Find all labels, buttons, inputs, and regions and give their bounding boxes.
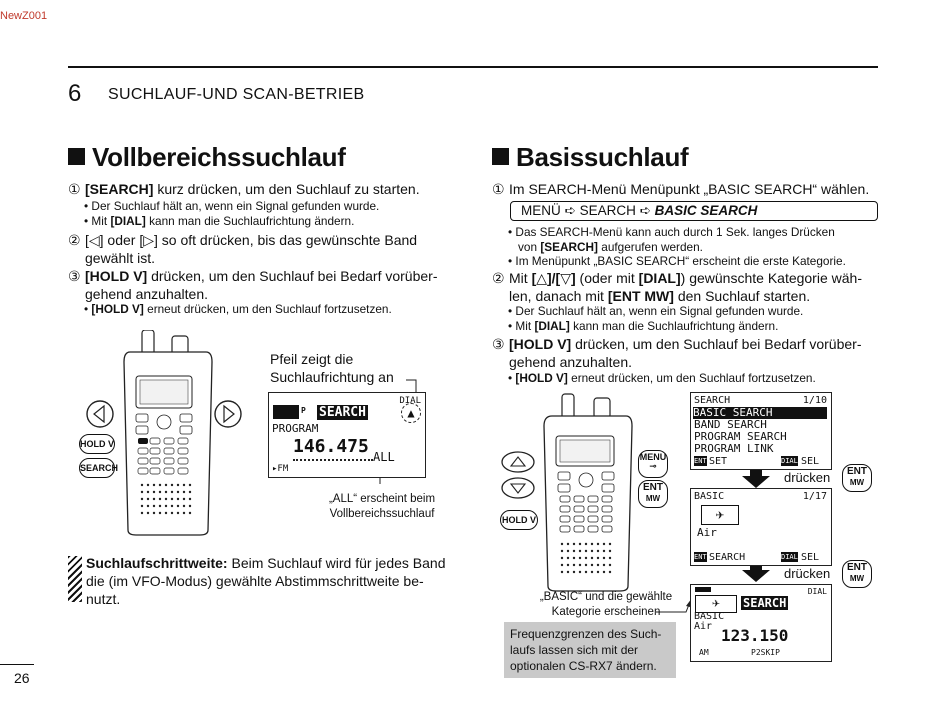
right-bullet-1: • Das SEARCH-Menü kann auch durch 1 Sek. langes Drücken von [SEARCH] aufgerufen werden. — [508, 225, 835, 254]
left-figure — [80, 330, 460, 540]
lcd-basic-category: BASIC 1/17 ✈ Air ENT SEARCH DIAL SEL — [690, 488, 832, 566]
note-stripes-icon — [68, 556, 82, 602]
left-step1-bullet2: • Mit [DIAL] kann man die Suchlaufrichtung ändern. — [84, 214, 355, 228]
lcd-search: SEARCH — [319, 405, 366, 420]
lcd-full-search — [268, 392, 426, 478]
right-bullet-2: • Im Menüpunkt „BASIC SEARCH“ erscheint die erste Kategorie. — [508, 254, 846, 268]
lcd-mode: ▸FM — [272, 464, 289, 474]
right-step2-bullet2: • Mit [DIAL] kann man die Suchlaufrichtung ändern. — [508, 319, 779, 333]
menu-button[interactable]: MENU ⊸ — [638, 450, 668, 478]
left-step-2: ② [◁] oder [▷] so oft drücken, bis das gewünschte Band gewählt ist. — [68, 232, 418, 266]
lcd-search-menu: SEARCH 1/10 BASIC SEARCH BAND SEARCH PROGRAM SEARCH PROGRAM LINK ENT SET DIAL SEL — [690, 392, 832, 470]
all-callout: „ALL“ erscheint beim Vollbereichssuchlauf — [328, 493, 436, 520]
top-code: NewZ001 — [0, 10, 48, 22]
header-rule — [68, 66, 878, 68]
right-step3-bullet: • [HOLD V] erneut drücken, um den Suchlauf fortzusetzen. — [508, 371, 816, 385]
ent-mw-button-2[interactable]: ENT MW — [842, 464, 872, 492]
chapter-title: SUCHLAUF-UND SCAN-BETRIEB — [108, 86, 365, 103]
airplane-icon-2: ✈ — [695, 595, 737, 613]
lcd-basic-search-running: DIAL ✈ SEARCH BASIC Air 123.150 AM P2SKIP — [690, 584, 832, 662]
left-heading: Vollbereichssuchlauf — [68, 142, 346, 173]
left-note: Suchlaufschrittweite: Beim Suchlauf wird für jedes Band die (im VFO-Modus) gewählte Abstimmschrittweite be- nutzt. — [86, 555, 446, 607]
right-step-3: ③ [HOLD V] drücken, um den Suchlauf bei Bedarf vorüber- gehend anzuhalten. — [492, 336, 862, 370]
chapter-number: 6 — [68, 80, 82, 107]
page-number: 26 — [14, 670, 30, 686]
direction-arrow-icon: ▲ — [401, 403, 421, 423]
search-button-left[interactable]: SEARCH — [79, 458, 115, 478]
basic-callout: „BASIC“ und die gewählte Kategorie erscheinen — [539, 591, 673, 618]
airplane-icon: ✈ — [701, 505, 739, 525]
menu-path-box: MENÜ ➪ SEARCH ➪ BASIC SEARCH — [510, 201, 878, 221]
left-step3-bullet: • [HOLD V] erneut drücken, um den Suchlauf fortzusetzen. — [84, 302, 392, 316]
left-step-3: ③ [HOLD V] drücken, um den Suchlauf bei Bedarf vorüber- gehend anzuhalten. — [68, 268, 438, 302]
druecken-label-1: drücken — [784, 470, 831, 485]
arrow-callout: Pfeil zeigt die Suchlaufrichtung an — [270, 351, 394, 385]
key-icon: ⊸ — [649, 461, 657, 472]
left-step1-bullet1: • Der Suchlauf hält an, wenn ein Signal gefunden wurde. — [84, 199, 380, 213]
right-heading: Basissuchlauf — [492, 142, 688, 173]
hold-v-button-left[interactable]: HOLD V — [79, 434, 115, 454]
lcd-all: ALL — [373, 450, 395, 464]
druecken-label-2: drücken — [784, 566, 831, 581]
battery-icon — [695, 587, 711, 592]
lcd-dial: DIAL — [399, 396, 421, 406]
hold-v-button-right[interactable]: HOLD V — [500, 510, 538, 530]
binoculars-icon — [273, 405, 299, 419]
lcd-program: PROGRAM — [272, 422, 319, 435]
right-step-2: ② Mit [△]/[▽] (oder mit [DIAL]) gewünschte Kategorie wäh- len, danach mit [ENT MW] den Suchlauf starten. — [492, 270, 862, 304]
right-step2-bullet1: • Der Suchlauf hält an, wenn ein Signal gefunden wurde. — [508, 304, 804, 318]
lcd-p: P — [301, 406, 306, 415]
lcd-frequency: 146.475 — [293, 436, 369, 457]
ent-mw-button[interactable]: ENT MW — [638, 480, 668, 508]
footer-rule — [0, 664, 34, 665]
left-step-1: ① [SEARCH] kurz drücken, um den Suchlauf zu starten. — [68, 181, 420, 197]
right-step-1: ① Im SEARCH-Menü Menüpunkt „BASIC SEARCH“ wählen. — [492, 181, 870, 197]
cs-rx7-note: Frequenzgrenzen des Such- laufs lassen sich mit der optionalen CS-RX7 ändern. — [504, 622, 676, 678]
right-figure — [496, 388, 886, 678]
lcd-dotted-bar — [293, 459, 373, 461]
ent-mw-button-3[interactable]: ENT MW — [842, 560, 872, 588]
